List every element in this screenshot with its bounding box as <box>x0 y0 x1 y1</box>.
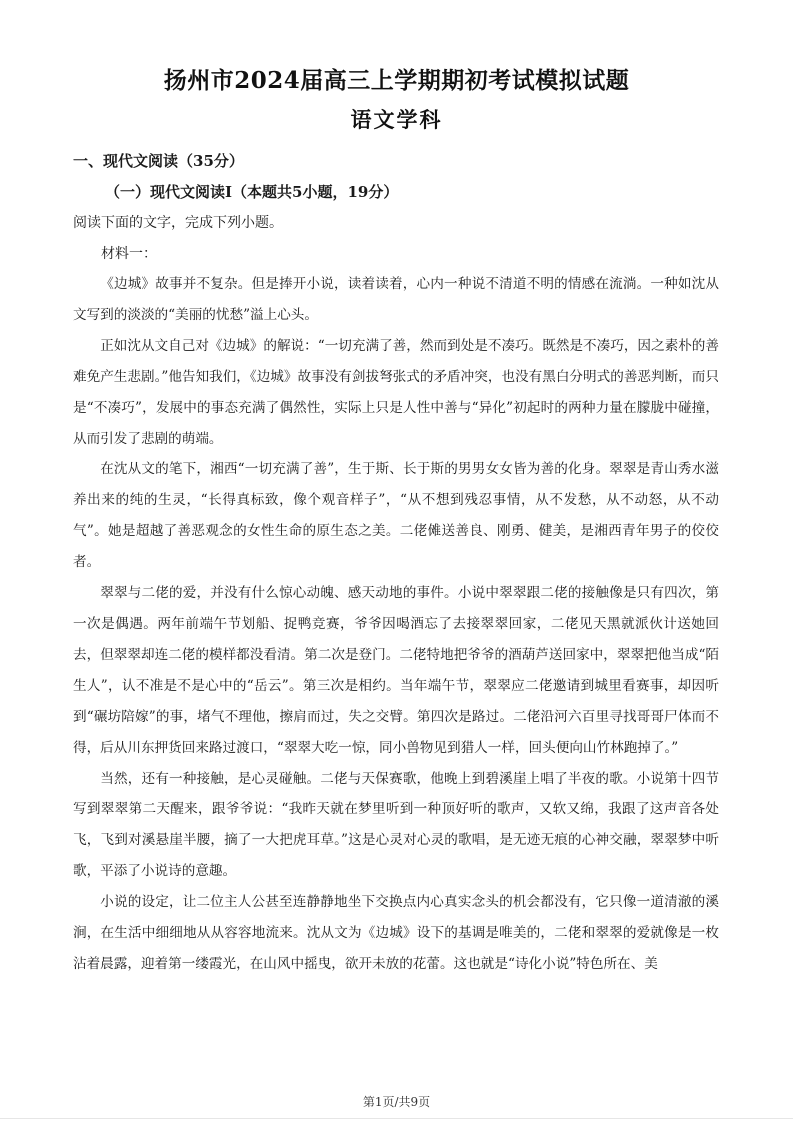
passage-paragraph: 《边城》故事并不复杂。但是捧开小说，读着读着，心内一种说不清道不明的情感在流淌。一种如沈从文写到的淡淡的“美丽的忧愁”溢上心头。 <box>73 276 719 323</box>
passage-body <box>73 269 719 980</box>
material-label: 材料一： <box>101 246 157 262</box>
exam-title: 扬州市2024届高三上学期期初考试模拟试题 <box>163 67 630 94</box>
reading-instruction: 阅读下面的文字，完成下列小题。 <box>73 215 283 231</box>
passage-paragraph: 翠翠与二佬的爱，并没有什么惊心动魄、感天动地的事件。小说中翠翠跟二佬的接触像是只有四次，第一次是偶遇。两年前端午节划船、捉鸭竞赛，爷爷因喝酒忘了去接翠翠回家，二佬见天黑就派伙计送她回去，但翠翠却连二佬的模样都没看清。第二次是登门。二佬特地把爷爷的酒葫芦送回家中，翠翠把他当成“陌生人”，认不准是不是心中的“岳云”。第三次是相约。当年端午节，翠翠应二佬邀请到城里看赛事，却因听到“碾坊陪嫁”的事，堵气不理他，擦肩而过，失之交臂。第四次是路过。二佬沿河六百里寻找哥哥尸体而不得，后从川东押货回来路过渡口，“翠翠大吃一惊，同小兽物见到猎人一样，回头便向山竹林跑掉了。” <box>73 585 719 756</box>
passage-paragraph: 在沈从文的笔下，湘西“一切充满了善”，生于斯、长于斯的男男女女皆为善的化身。翠翠是青山秀水滋养出来的纯的生灵，“长得真标致，像个观音样子”，“从不想到残忍事情，从不发愁，从不动怒，从不动气”。她是超越了善恶观念的女性生命的原生态之美。二佬傩送善良、刚勇、健美，是湘西青年男子的佼佼者。 <box>73 461 719 571</box>
section-heading: 一、现代文阅读（35分） <box>73 152 244 170</box>
subject-title: 语文学科 <box>350 107 443 132</box>
passage-paragraph: 当然，还有一种接触，是心灵碰触。二佬与天保赛歌，他晚上到碧溪崖上唱了半夜的歌。小说第十四节写到翠翠第二天醒来，跟爷爷说：“我昨天就在梦里听到一种顶好听的歌声，又软又绵，我跟了这声音各处飞，飞到对溪悬崖半腰，摘了一大把虎耳草。”这是心灵对心灵的歌唱，是无迹无痕的心神交融，翠翠梦中听歌，平添了小说诗的意趣。 <box>73 770 719 880</box>
subsection-heading: （一）现代文阅读Ⅰ（本题共5小题，19分） <box>105 183 399 201</box>
passage-paragraph: 正如沈从文自己对《边城》的解说：“一切充满了善，然而到处是不凑巧。既然是不凑巧，因之素朴的善难免产生悲剧。”他告知我们，《边城》故事没有剑拔弩张式的矛盾冲突，也没有黑白分明式的善恶判断，而只是“不凑巧”，发展中的事态充满了偶然性，实际上只是人性中善与“异化”初起时的两种力量在朦胧中碰撞，从而引发了悲剧的萌端。 <box>73 337 719 447</box>
page-bottom-divider <box>0 1118 793 1119</box>
page-number: 第1页/共9页 <box>362 1095 431 1109</box>
passage-paragraph: 小说的设定，让二位主人公甚至连静静地坐下交换点内心真实念头的机会都没有，它只像一道清澈的溪涧，在生活中细细地从从容容地流来。沈从文为《边城》设下的基调是唯美的，二佬和翠翠的爱就像是一枚沾着晨露，迎着第一缕霞光，在山风中摇曳，欲开未放的花蕾。这也就是“诗化小说”特色所在、美 <box>73 894 719 972</box>
